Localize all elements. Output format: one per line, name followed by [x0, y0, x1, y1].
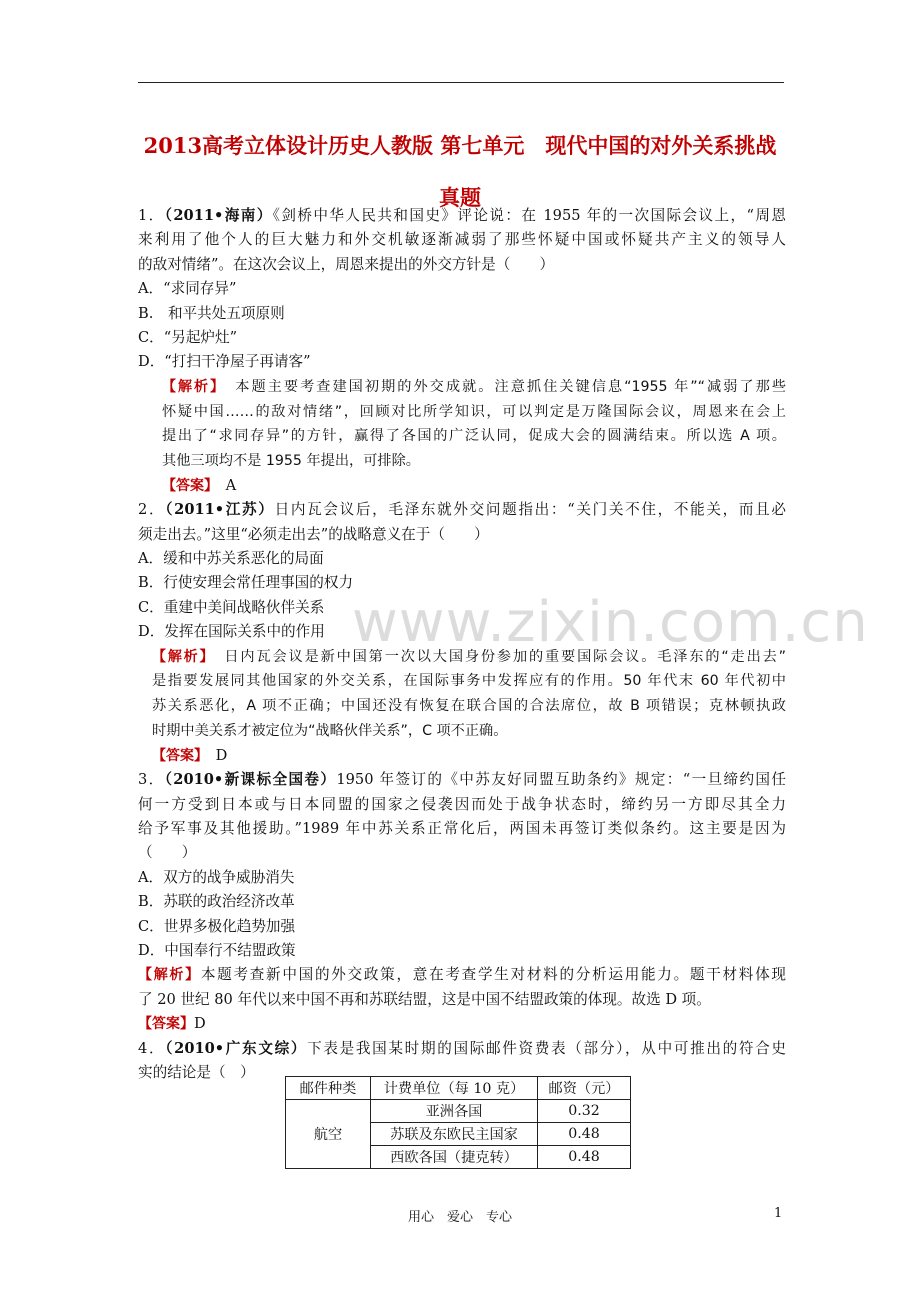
analysis-line: 【解析】 日内瓦会议是新中国第一次以大国身份参加的重要国际会议。毛泽东的“走出去” [152, 648, 786, 665]
option-a: A．双方的战争威胁消失 [138, 868, 295, 886]
question-stem-line: （ ） [138, 844, 197, 862]
answer-value: A [211, 476, 237, 494]
answer-tag: 【答案】 [138, 1016, 194, 1033]
analysis-line: 【解析】本题考查新中国的外交政策，意在考查学生对材料的分析运用能力。题干材料体现 [138, 966, 786, 984]
table-cell: 苏联及东欧民主国家 [371, 1123, 538, 1146]
option-b: B．苏联的政治经济改革 [138, 893, 295, 911]
analysis-tag: 【解析】 [162, 378, 220, 395]
question-source: （2010•广东文综） [165, 1039, 308, 1057]
table-cell: 亚洲各国 [371, 1100, 538, 1123]
option-d: D．“打扫干净屋子再请客” [138, 353, 311, 371]
answer-line [152, 744, 786, 768]
questions-body [138, 204, 786, 1085]
question-source: （2011•江苏） [165, 501, 275, 519]
analysis-tag: 【解析】 [152, 648, 209, 665]
table-header-row [286, 1077, 631, 1100]
analysis-line: 【解析】 本题主要考查建国初期的外交成就。注意抓住关键信息“1955 年”“减弱了那些 [162, 378, 786, 395]
table-cell: 0.32 [538, 1100, 631, 1123]
page-footer: 用心 爱心 专心 [407, 1210, 512, 1225]
option-a: A．缓和中苏关系恶化的局面 [138, 550, 324, 568]
answer-value: D [201, 746, 228, 764]
answer-value: D [194, 1015, 206, 1033]
question-stem-line: 4．（2010•广东文综）下表是我国某时期的国际邮件资费表（部分），从中可推出的符合史 [138, 1039, 786, 1057]
question-stem-line: 1．（2011•海南）《剑桥中华人民共和国史》评论说：在 1955 年的一次国际会议上，“周恩 [138, 207, 786, 224]
header-rule [138, 82, 784, 83]
analysis-line: 苏关系恶化，A 项不正确；中国还没有恢复在联合国的合法席位，故 B 项错误；克林顿执政 [152, 698, 786, 715]
answer-tag: 【答案】 [152, 747, 201, 764]
title-line-2: 真题 [439, 185, 481, 210]
question-2 [138, 498, 786, 768]
table-row [286, 1100, 631, 1123]
question-stem-line: 须走出去。”这里“必须走出去”的战略意义在于（ ） [138, 525, 489, 543]
analysis-line: 其他三项均不是 1955 年提出，可排除。 [162, 453, 420, 470]
table-header-cell: 计费单位（每 10 克） [371, 1077, 538, 1100]
table-group-cell: 航空 [286, 1100, 371, 1169]
watermark: www.zixin.com.cn [352, 590, 869, 655]
table-cell: 0.48 [538, 1123, 631, 1146]
question-source: （2011•海南） [164, 207, 273, 224]
option-c: C．重建中美间战略伙伴关系 [138, 598, 325, 616]
question-stem-line: 实的结论是（ ） [138, 1063, 255, 1081]
question-3 [138, 768, 786, 1036]
option-d: D．中国奉行不结盟政策 [138, 941, 296, 959]
analysis-line: 提出了“求同存异”的方针，赢得了各国的广泛认同，促成大会的圆满结束。所以选 A 项。 [162, 428, 786, 445]
option-a: A．“求同存异” [138, 280, 237, 298]
option-b: B. 和平共处五项原则 [138, 304, 285, 322]
question-source: （2010•新课标全国卷） [164, 771, 337, 789]
question-stem-line: 2．（2011•江苏）日内瓦会议后，毛泽东就外交问题指出：“关门关不住，不能关，而且必 [138, 501, 786, 519]
answer-line [138, 1012, 786, 1036]
postage-table [285, 1076, 631, 1169]
analysis-line: 是指要发展同其他国家的外交关系，在国际事务中发挥应有的作用。50 年代末 60 年代初中 [152, 673, 786, 690]
option-d: D．发挥在国际关系中的作用 [138, 623, 325, 641]
analysis-block [138, 375, 786, 499]
table-header-cell: 邮资（元） [538, 1077, 631, 1100]
option-b: B．行使安理会常任理事国的权力 [138, 574, 354, 592]
table-cell: 西欧各国（捷克转） [371, 1146, 538, 1169]
question-stem-line: 来利用了他个人的巨大魅力和外交机敏逐渐减弱了那些怀疑中国或怀疑共产主义的领导人 [138, 231, 786, 249]
question-stem-line: 给予军事及其他援助。”1989 年中苏关系正常化后，两国未再签订类似条约。这主要是因为 [138, 820, 786, 838]
analysis-line: 时期中美关系才被定位为“战略伙伴关系”，C 项不正确。 [152, 723, 508, 740]
question-stem-line: 的敌对情绪”。在这次会议上，周恩来提出的外交方针是（ ） [138, 255, 555, 273]
question-1 [138, 204, 786, 498]
analysis-line: 怀疑中国……的敌对情绪”，回顾对比所学知识，可以判定是万隆国际会议，周恩来在会上 [162, 403, 786, 420]
answer-line [162, 474, 786, 498]
page-number: 1 [774, 1206, 783, 1221]
answer-tag: 【答案】 [162, 477, 211, 494]
question-stem-line: 何一方受到日本或与日本同盟的国家之侵袭因而处于战争状态时，缔约另一方即尽其全力 [138, 795, 786, 813]
table-cell: 0.48 [538, 1146, 631, 1169]
option-c: C．世界多极化趋势加强 [138, 917, 296, 935]
analysis-tag: 【解析】 [138, 967, 201, 984]
analysis-line: 了 20 世纪 80 年代以来中国不再和苏联结盟，这是中国不结盟政策的体现。故选 D 项。 [138, 990, 711, 1008]
table-header-cell: 邮件种类 [286, 1077, 371, 1100]
question-stem-line: 3．（2010•新课标全国卷）1950 年签订的《中苏友好同盟互助条约》规定：“一旦缔约国任 [138, 771, 786, 789]
option-c: C．“另起炉灶” [138, 328, 238, 346]
title-line-1: 2013高考立体设计历史人教版 第七单元 现代中国的对外关系挑战 [143, 133, 777, 158]
analysis-block [138, 645, 786, 769]
